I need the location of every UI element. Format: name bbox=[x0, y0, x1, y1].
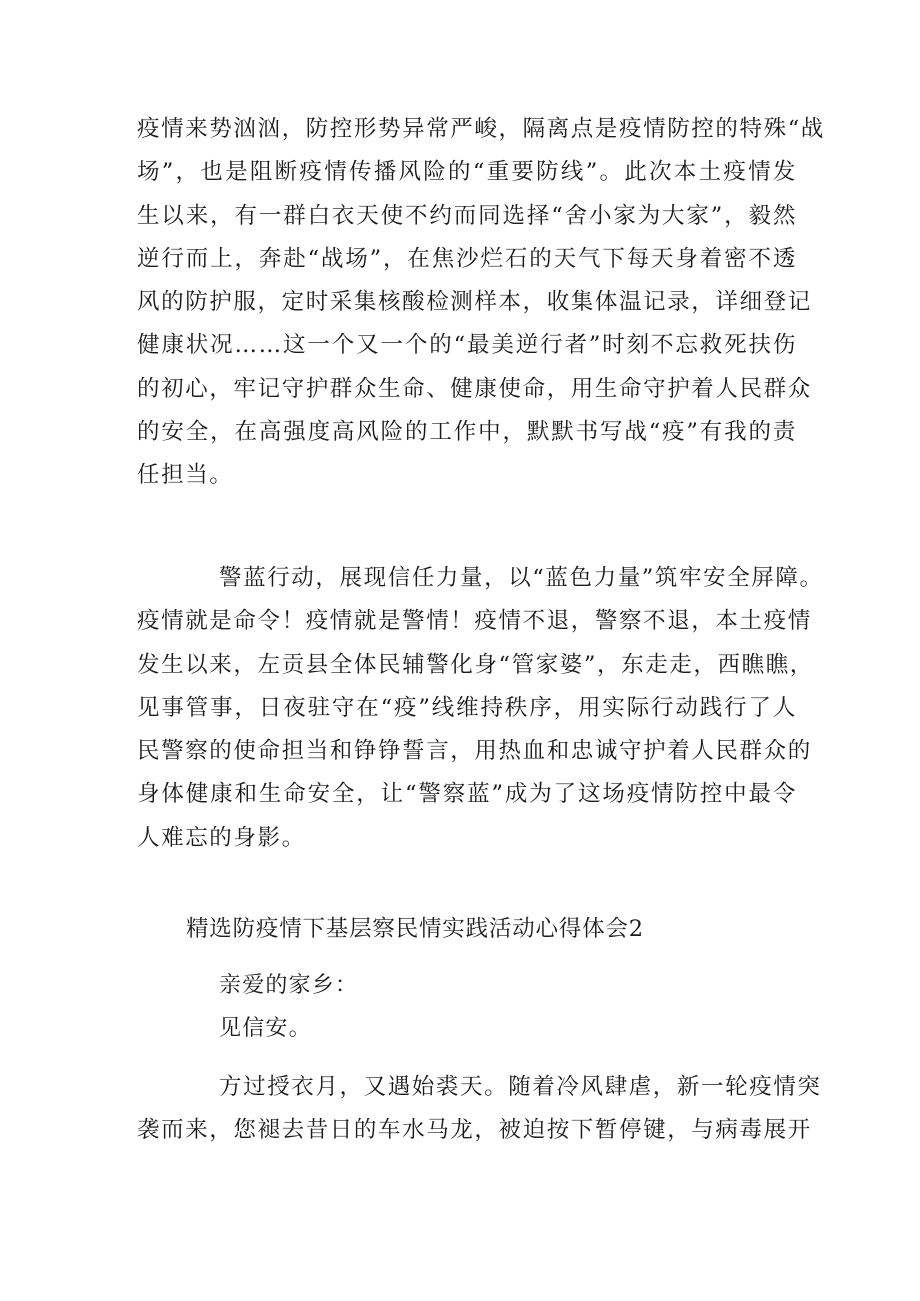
paragraph-line: 方过授衣月，又遇始裘天。随着冷风肆虐，新一轮疫情突 bbox=[219, 1074, 822, 1100]
paragraph-medical-workers bbox=[137, 108, 825, 498]
paragraph-letter-body bbox=[137, 1066, 822, 1153]
paragraph-line: 人难忘的身影。 bbox=[137, 824, 306, 851]
section-heading: 精选防疫情下基层察民情实践活动心得体会2 bbox=[186, 916, 644, 942]
paragraph-line: 逆行而上，奔赴“战场”，在焦沙烂石的天气下每天身着密不透 bbox=[137, 245, 797, 272]
paragraph-line: 疫情来势汹汹，防控形势异常严峻，隔离点是疫情防控的特殊“战 bbox=[137, 116, 825, 142]
letter-salutation: 亲爱的家乡： bbox=[219, 973, 359, 998]
paragraph-line: 的安全，在高强度高风险的工作中，默默书写战“疫”有我的责 bbox=[137, 419, 797, 446]
paragraph-line: 任担当。 bbox=[137, 462, 234, 489]
letter-greeting: 见信安。 bbox=[219, 1016, 312, 1041]
paragraph-line: 风的防护服，定时采集核酸检测样本，收集体温记录，详细登记 bbox=[137, 289, 812, 316]
paragraph-line: 身体健康和生命安全，让“警察蓝”成为了这场疫情防控中最令 bbox=[137, 781, 797, 808]
paragraph-line: 的初心，牢记守护群众生命、健康使命，用生命守护着人民群众 bbox=[137, 375, 812, 402]
paragraph-line: 生以来，有一群白衣天使不约而同选择“舍小家为大家”，毅然 bbox=[137, 202, 797, 229]
paragraph-line: 警蓝行动，展现信任力量，以“蓝色力量”筑牢安全屏障。 bbox=[219, 565, 824, 591]
paragraph-line: 疫情就是命令！疫情就是警情！疫情不退，警察不退，本土疫情 bbox=[137, 608, 812, 635]
paragraph-line: 袭而来，您褪去昔日的车水马龙，被迫按下暂停键，与病毒展开 bbox=[137, 1117, 812, 1144]
paragraph-line: 健康状况……这一个又一个的“最美逆行者”时刻不忘救死扶伤 bbox=[137, 332, 797, 359]
paragraph-line: 见事管事，日夜驻守在“疫”线维持秩序，用实际行动践行了人 bbox=[137, 694, 797, 721]
paragraph-line: 发生以来，左贡县全体民辅警化身“管家婆”，东走走，西瞧瞧， bbox=[137, 651, 814, 678]
paragraph-police bbox=[137, 557, 824, 860]
paragraph-line: 场”，也是阻断疫情传播风险的“重要防线”。此次本土疫情发 bbox=[137, 159, 797, 186]
paragraph-line: 民警察的使命担当和铮铮誓言，用热血和忠诚守护着人民群众的 bbox=[137, 738, 812, 765]
